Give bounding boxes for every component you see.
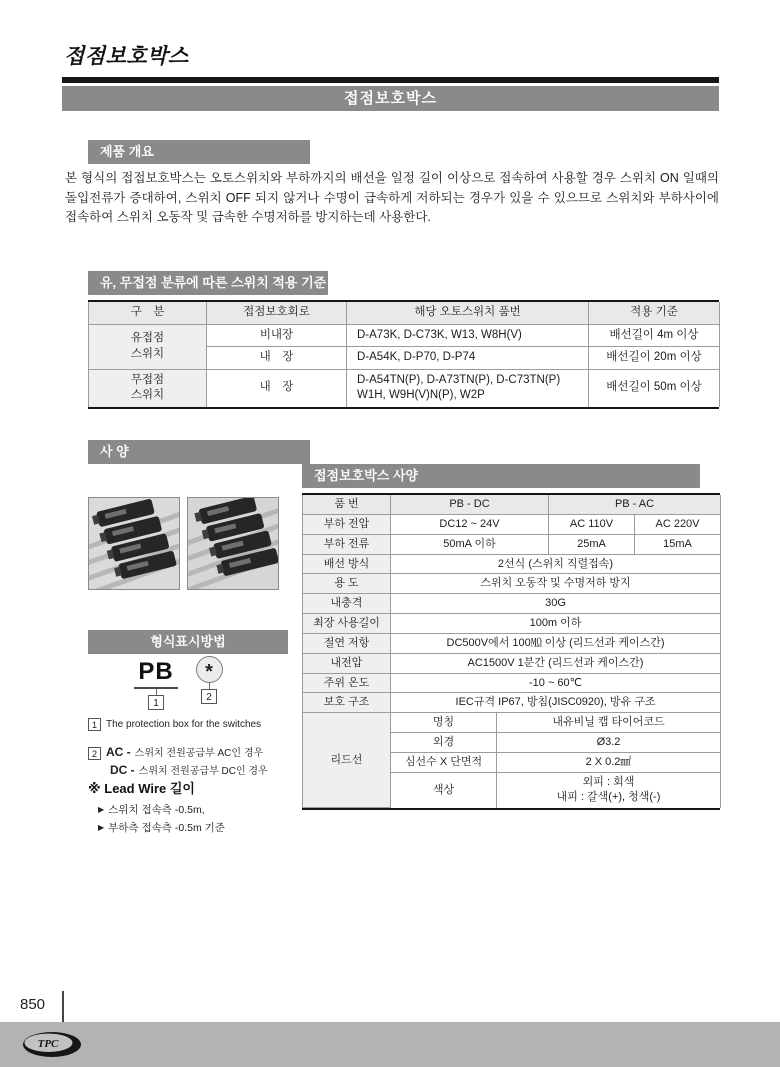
model-variable: [194, 656, 224, 704]
spec-row-load-current: 부하 전류 50mA 이하 25mA 15mA: [303, 534, 721, 554]
cell-models: D-A54K, D-P70, D-P74: [347, 347, 589, 370]
page-title: 접점보호박스: [64, 45, 189, 68]
cell-circuit: 내 장: [207, 369, 347, 407]
footnote-1-index: 1: [88, 718, 101, 731]
spec-row-max-length: 최장 사용길이 100m 이하: [303, 614, 721, 634]
cell-group-contact: 유접점 스위치: [89, 324, 207, 369]
product-photo-1: [88, 497, 180, 590]
header-cell-pbac: PB - AC: [549, 495, 721, 514]
title-rule: [62, 77, 719, 83]
tpc-logo: [22, 1031, 82, 1058]
spec-row-load-voltage: 부하 전압 DC12 ~ 24V AC 110V AC 220V: [303, 514, 721, 534]
cell-criteria: 배선길이 20m 이상: [589, 347, 720, 370]
footnote-2: 2 AC - 스위치 전원공급부 AC인 경우 DC - 스위치 전원공급부 DC인 경우: [88, 744, 268, 777]
application-heading: 유, 무접점 분류에 따른 스위치 적용 기준: [88, 271, 328, 295]
header-cell-criteria: 적용 기준: [589, 302, 720, 324]
lead-wire-item-1: ▶ 스위치 접속측 -0.5m,: [98, 804, 205, 816]
overview-heading: 제품 개요: [88, 140, 310, 164]
model-designation-heading: 형식표시방법: [88, 630, 288, 654]
triangle-bullet-icon: ▶: [98, 805, 105, 814]
product-photo-2: [187, 497, 279, 590]
position-2-box: 2: [201, 689, 217, 704]
lead-wire-heading: ※ Lead Wire 길이: [88, 781, 195, 796]
page-number: 850: [20, 996, 46, 1013]
spec-row-leadwire-name: 리드선 명칭 내유비닐 캡 타이어코드: [303, 713, 721, 733]
cell-leadwire-color: 외피 : 회색 내피 : 갈색(+), 청색(-): [497, 772, 721, 807]
application-table-header-row: [89, 302, 720, 324]
spec-header-row: [303, 495, 721, 514]
spec-row-usage: 용 도 스위치 오동작 및 수명저하 방지: [303, 574, 721, 594]
section-banner: 접점보호박스: [62, 86, 719, 111]
header-cell-models: 해당 오토스위치 품번: [347, 302, 589, 324]
spec-row-leadwire-cores: 심선수 X 단면적 2 X 0.2㎟: [303, 752, 721, 772]
position-1-box: 1: [148, 695, 164, 710]
spec-row-withstand: 내전압 AC1500V 1분간 (리드선과 케이스간): [303, 653, 721, 673]
spec-section-heading: 사 양: [88, 440, 310, 464]
spec-table-heading: 접점보호박스 사양: [302, 464, 700, 488]
footnote-1: 1 The protection box for the switches: [88, 718, 261, 731]
model-base-code: PB 1: [134, 658, 178, 710]
spec-table: [302, 493, 720, 810]
application-table: [88, 300, 719, 409]
overview-body: 본 형식의 접접보호박스는 오토스위치와 부하까지의 배선을 일정 길이 이상으로 접속하여 사용할 경우 스위치 ON 일때의 돌입전류가 증대하여, 스위치 OFF 되지 않거나 수명이 급속하게 저하되는 경우가 있을 수 있으므로 스위치와 부하사이에 접속하여 스위치 오동작 및 급속한 수명저하를 방지하는데 사용한다.: [65, 171, 719, 224]
lead-wire-note: [88, 778, 225, 835]
lead-wire-item-2: ▶ 부하측 접속측 -0.5m 기준: [98, 822, 225, 834]
footer-band: [0, 1022, 780, 1067]
header-cell-circuit: 접점보호회로: [207, 302, 347, 324]
cell-criteria: 배선길이 50m 이상: [589, 369, 720, 407]
spec-row-shock: 내충격 30G: [303, 594, 721, 614]
spec-row-wiring: 배선 방식 2선식 (스위치 직렬접속): [303, 554, 721, 574]
spec-row-leadwire-od: 외경 Ø3.2: [303, 733, 721, 753]
header-cell-group: 구 분: [89, 302, 207, 324]
cell-circuit: 내 장: [207, 347, 347, 370]
table-row: [89, 324, 720, 347]
cell-criteria: 배선길이 4m 이상: [589, 324, 720, 347]
cell-models: D-A73K, D-C73K, W13, W8H(V): [347, 324, 589, 347]
spec-row-insulation: 절연 저항 DC500V에서 100㏁ 이상 (리드선과 케이스간): [303, 633, 721, 653]
spec-row-protection: 보호 구조 IEC규격 IP67, 방침(JISC0920), 방유 구조: [303, 693, 721, 713]
cell-leadwire-label: 리드선: [303, 713, 391, 808]
svg-text:TPC: TPC: [37, 1037, 59, 1050]
triangle-bullet-icon: ▶: [98, 823, 105, 832]
header-cell-pbdc: PB - DC: [391, 495, 549, 514]
footnote-2-index: 2: [88, 747, 101, 760]
model-designation-diagram: [88, 656, 288, 714]
cell-models: D-A54TN(P), D-A73TN(P), D-C73TN(P) W1H, W9H(V)N(P), W2P: [347, 369, 589, 407]
cell-circuit: 비내장: [207, 324, 347, 347]
header-cell-part-no: 품 번: [303, 495, 391, 514]
cell-group-solidstate: 무접점 스위치: [89, 369, 207, 407]
spec-row-leadwire-color: 색상 외피 : 회색 내피 : 갈색(+), 청색(-): [303, 772, 721, 807]
spec-row-ambient-temp: 주위 온도 -10 ~ 60℃: [303, 673, 721, 693]
product-photos: [88, 497, 279, 590]
asterisk-symbol: *: [196, 656, 223, 683]
table-row: [89, 369, 720, 407]
page-number-divider: [62, 991, 64, 1022]
